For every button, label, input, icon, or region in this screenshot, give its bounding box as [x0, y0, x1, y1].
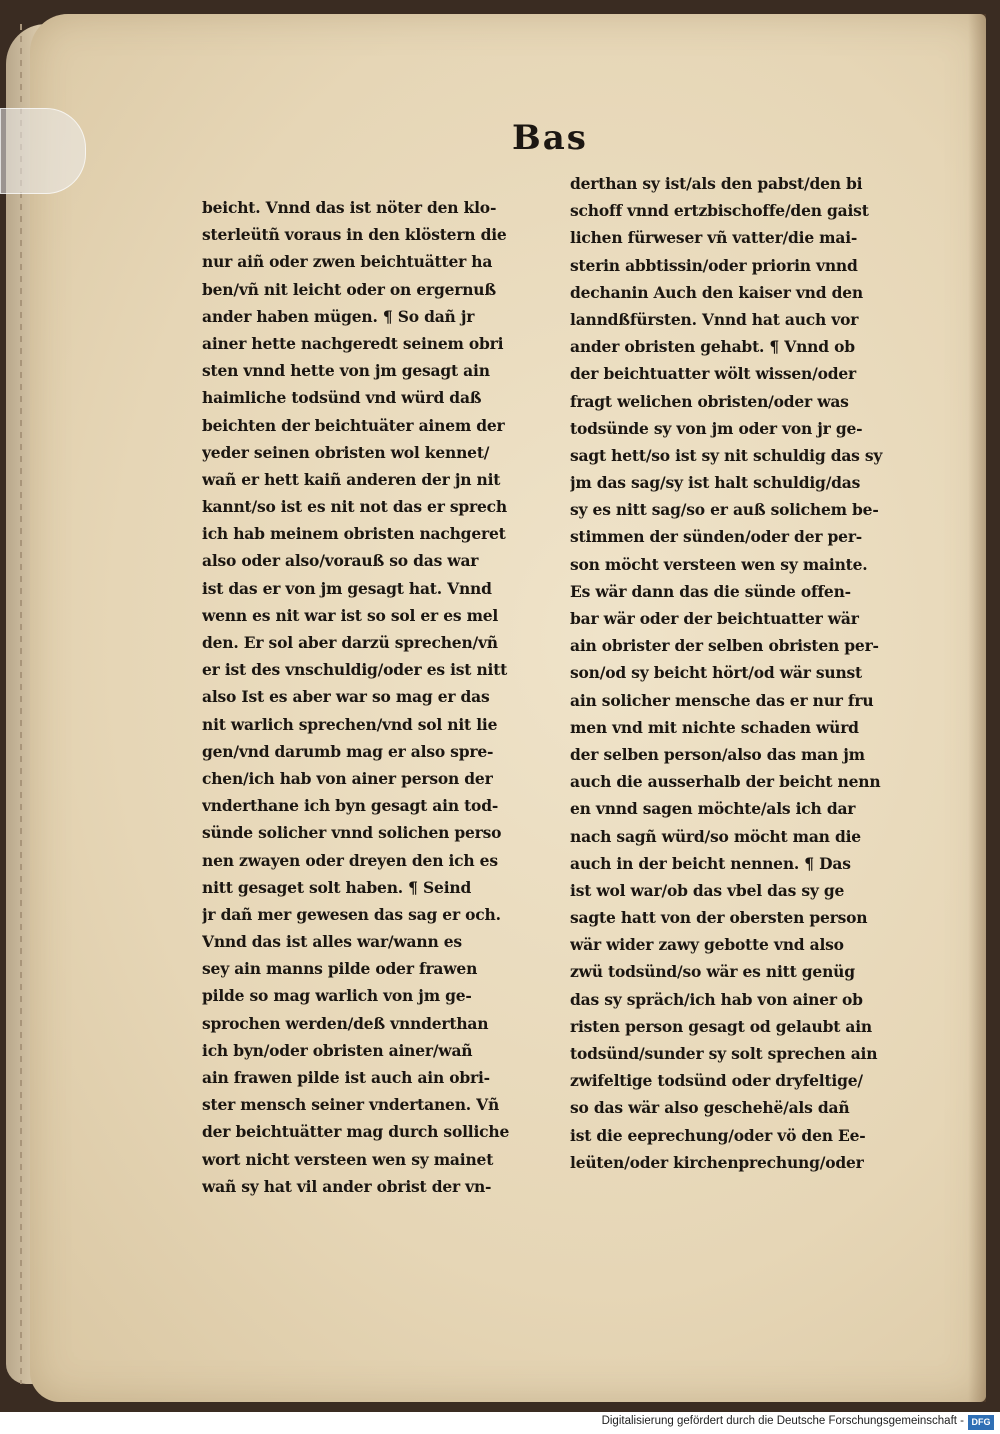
text-line: sey ain manns pilde oder frawen [202, 959, 478, 979]
footer-credit: Digitalisierung gefördert durch die Deutsche Forschungsgemeinschaft - [601, 1415, 964, 1427]
text-line: wañ sy hat vil ander obrist der vn- [202, 1176, 492, 1196]
text-line: leüten/oder kirchenprechung/oder [570, 1152, 864, 1172]
text-line: auch die ausserhalb der beicht nenn [570, 772, 881, 792]
text-line: den. Er sol aber darzü sprechen/vñ [202, 633, 498, 652]
text-line: Vnnd das ist alles war/wann es [202, 932, 462, 952]
text-line: son möcht versteen wen sy mainte. [570, 554, 868, 574]
text-line: der selben person/also das man jm [570, 744, 865, 764]
text-line: das sy spräch/ich hab von ainer ob [570, 989, 863, 1009]
right-text-column [570, 170, 920, 1176]
text-line: ist das er von jm gesagt hat. Vnnd [202, 578, 492, 598]
text-line: ich byn/oder obristen ainer/wañ [202, 1040, 473, 1060]
text-line: derthan sy ist/als den pabst/den bi [570, 174, 863, 193]
text-line: nur aiñ oder zwen beichtuätter ha [202, 252, 493, 272]
text-line: wort nicht versteen wen sy mainet [202, 1149, 494, 1169]
dfg-logo: DFG [968, 1415, 994, 1430]
text-line: yeder seinen obristen wol kennet/ [202, 442, 490, 462]
text-line: der beichtuätter mag durch solliche [202, 1122, 510, 1142]
text-line: beichten der beichtuäter ainem der [202, 415, 505, 435]
left-text-column [202, 194, 552, 1200]
text-line: todsünd/sunder sy solt sprechen ain [570, 1044, 878, 1063]
text-line: haimliche todsünd vnd würd daß [202, 388, 482, 408]
page-gutter-shadow [968, 14, 986, 1402]
footer-bar [0, 1412, 1000, 1434]
text-line: vnderthane ich byn gesagt ain tod- [202, 796, 499, 816]
text-line: sterin abbtissin/oder priorin vnnd [570, 255, 858, 275]
text-line: der beichtuatter wölt wissen/oder [570, 364, 856, 384]
text-line: sten vnnd hette von jm gesagt ain [202, 361, 490, 381]
text-line: ainer hette nachgeredt seinem obri [202, 333, 504, 353]
text-line: ster mensch seiner vndertanen. Vñ [202, 1095, 500, 1115]
text-line: er ist des vnschuldig/oder es ist nitt [202, 660, 508, 680]
text-line: ich hab meinem obristen nachgeret [202, 524, 506, 544]
text-line: stimmen der sünden/oder der per- [570, 527, 863, 547]
text-line: sünde solicher vnnd solichen perso [202, 823, 502, 843]
text-line: jr dañ mer gewesen das sag er och. [202, 904, 501, 924]
text-line: pilde so mag warlich von jm ge- [202, 986, 472, 1006]
text-line: lanndßfürsten. Vnnd hat auch vor [570, 309, 859, 329]
text-line: men vnd mit nichte schaden würd [570, 717, 859, 737]
text-line: zwü todsünd/so wär es nitt genüg [570, 962, 855, 982]
text-line: nach sagñ würd/so möcht man die [570, 826, 861, 846]
text-line: fragt welichen obristen/oder was [570, 391, 849, 411]
text-line: ain solicher mensche das er nur fru [570, 690, 874, 710]
text-line: Es wär dann das die sünde offen- [570, 581, 851, 601]
text-line: risten person gesagt od gelaubt ain [570, 1016, 872, 1036]
text-line: sprochen werden/deß vnnderthan [202, 1013, 489, 1033]
text-line: wenn es nit war ist so sol er es mel [202, 605, 499, 625]
text-line: schoff vnnd ertzbischoffe/den gaist [570, 201, 869, 221]
text-line: chen/ich hab von ainer person der [202, 768, 493, 788]
text-line: todsünde sy von jm oder von jr ge- [570, 418, 863, 438]
text-line: gen/vnd darumb mag er also spre- [202, 741, 494, 761]
text-line: ben/vñ nit leicht oder on ergernuß [202, 279, 496, 299]
text-line: sy es nitt sag/so er auß solichem be- [570, 500, 879, 520]
text-line: also oder also/vorauß so das war [202, 551, 479, 571]
transparent-clip [0, 108, 86, 194]
text-line: beicht. Vnnd das ist nöter den klo- [202, 198, 497, 217]
text-line: ain frawen pilde ist auch ain obri- [202, 1068, 490, 1087]
text-line: dechanin Auch den kaiser vnd den [570, 282, 863, 302]
text-line: ain obrister der selben obristen per- [570, 636, 879, 656]
text-line: ist die eeprechung/oder vö den Ee- [570, 1125, 866, 1145]
text-line: kannt/so ist es nit not das er sprech [202, 497, 507, 517]
text-line: ist wol war/ob das vbel das sy ge [570, 880, 845, 900]
text-line: nen zwayen oder dreyen den ich es [202, 850, 498, 870]
text-line: ander haben mügen. ¶ So dañ jr [202, 306, 475, 326]
text-line: jm das sag/sy ist halt schuldig/das [570, 473, 861, 493]
text-line: en vnnd sagen möchte/als ich dar [570, 799, 856, 819]
text-line: sterleütñ voraus in den klöstern die [202, 225, 507, 245]
text-line: nitt gesaget solt haben. ¶ Seind [202, 877, 472, 897]
text-line: bar wär oder der beichtuatter wär [570, 609, 859, 628]
text-line: ander obristen gehabt. ¶ Vnnd ob [570, 337, 855, 357]
text-line: nit warlich sprechen/vnd sol nit lie [202, 714, 498, 734]
text-line: sagt hett/so ist sy nit schuldig das sy [570, 445, 883, 465]
text-line: so das wär also geschehë/als dañ [570, 1098, 850, 1118]
text-line: sagte hatt von der obersten person [570, 908, 868, 928]
text-line: wañ er hett kaiñ anderen der jn nit [202, 469, 501, 489]
text-line: lichen fürweser vñ vatter/die mai- [570, 228, 858, 248]
text-line: son/od sy beicht hört/od wär sunst [570, 663, 863, 683]
text-line: auch in der beicht nennen. ¶ Das [570, 853, 851, 873]
catchword: Bas [512, 118, 588, 158]
text-line: also Ist es aber war so mag er das [202, 687, 490, 707]
text-line: wär wider zawy gebotte vnd also [570, 935, 844, 955]
text-line: zwifeltige todsünd oder dryfeltige/ [570, 1071, 863, 1091]
